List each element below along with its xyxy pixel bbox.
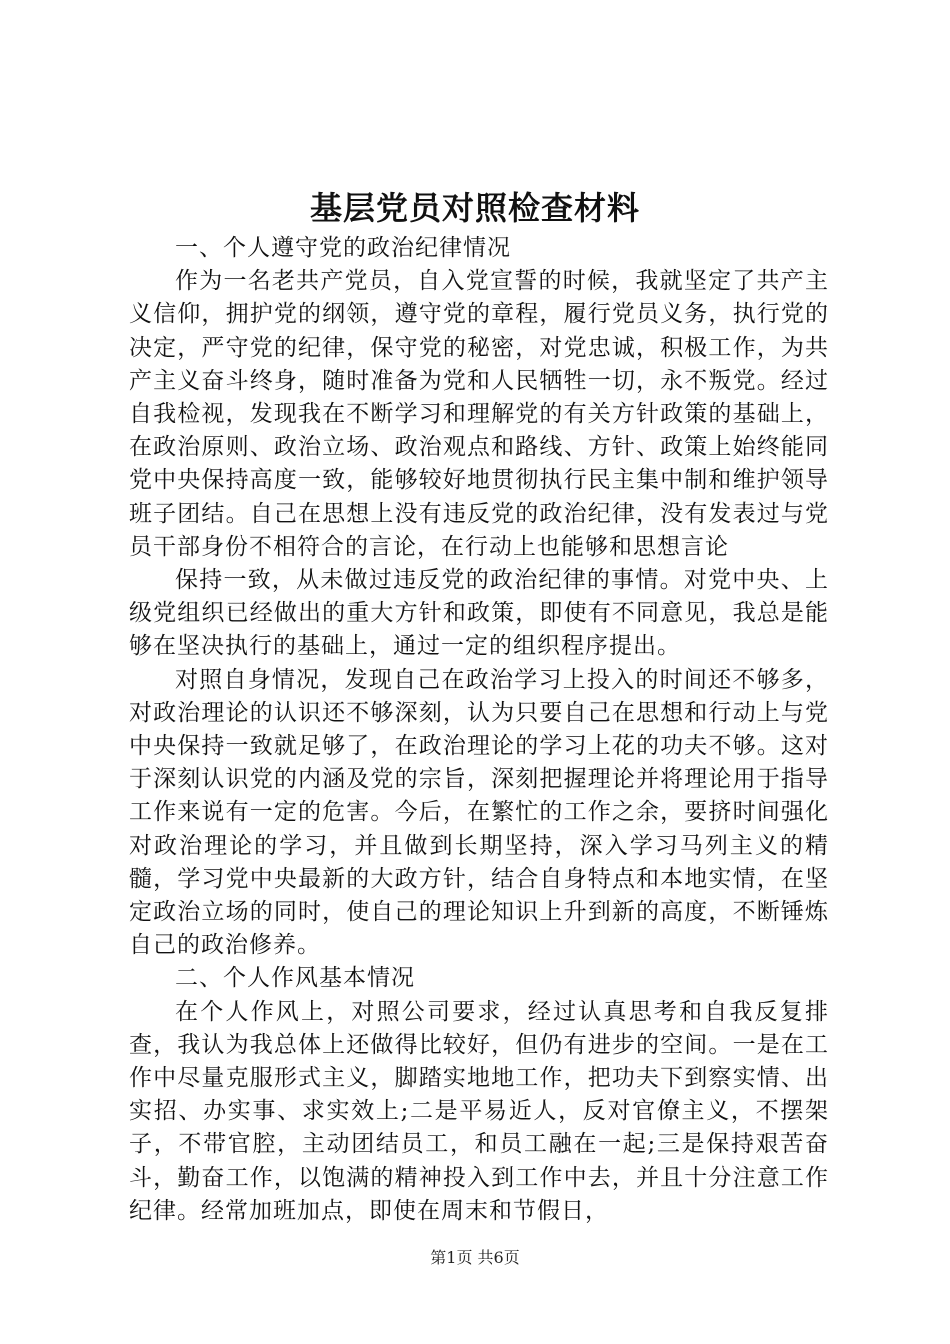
paragraph: 对照自身情况，发现自己在政治学习上投入的时间还不够多，对政治理论的认识还不够深刻，认为只要自己在思想和行动上与党中央保持一致就足够了，在政治理论的学习上花的功夫不够。这对于深刻认识党的内涵及党的宗旨，深刻把握理论并将理论用于指导工作来说有一定的危害。今后，在繁忙的工作之余，要挤时间强化对政治理论的学习，并且做到长期坚持，深入学习马列主义的精髓，学习党中央最新的大政方针，结合自身特点和本地实情，在坚定政治立场的同时，使自己的理论知识上升到新的高度，不断锤炼自己的政治修养。 [129, 666, 829, 959]
section-heading-2: 二、个人作风基本情况 [175, 965, 415, 992]
document-title: 基层党员对照检查材料 [309, 189, 640, 227]
paragraph: 在个人作风上，对照公司要求，经过认真思考和自我反复排查，我认为我总体上还做得比较好，但仍有进步的空间。一是在工作中尽量克服形式主义，脚踏实地地工作，把功夫下到察实情、出实招、办实事、求实效上;二是平易近人，反对官僚主义，不摆架子，不带官腔，主动团结员工，和员工融在一起;三是保持艰苦奋斗，勤奋工作，以饱满的精神投入到工作中去，并且十分注意工作纪律。经常加班加点，即使在周末和节假日， [129, 998, 829, 1224]
paragraph: 保持一致，从未做过违反党的政治纪律的事情。对党中央、上级党组织已经做出的重大方针和政策，即使有不同意见，我总是能够在坚决执行的基础上，通过一定的组织程序提出。 [129, 567, 829, 660]
document-body [129, 232, 829, 1228]
page-footer: 第1页 共6页 [430, 1248, 520, 1267]
paragraph: 作为一名老共产党员，自入党宣誓的时候，我就坚定了共产主义信仰，拥护党的纲领，遵守党的章程，履行党员义务，执行党的决定，严守党的纪律，保守党的秘密，对党忠诚，积极工作，为共产主义奋斗终身，随时准备为党和人民牺牲一切，永不叛党。经过自我检视，发现我在不断学习和理解党的有关方针政策的基础上，在政治原则、政治立场、政治观点和路线、方针、政策上始终能同党中央保持高度一致，能够较好地贯彻执行民主集中制和维护领导班子团结。自己在思想上没有违反党的政治纪律，没有发表过与党员干部身份不相符合的言论，在行动上也能够和思想言论 [129, 268, 829, 560]
section-heading-1: 一、个人遵守党的政治纪律情况 [175, 235, 511, 261]
